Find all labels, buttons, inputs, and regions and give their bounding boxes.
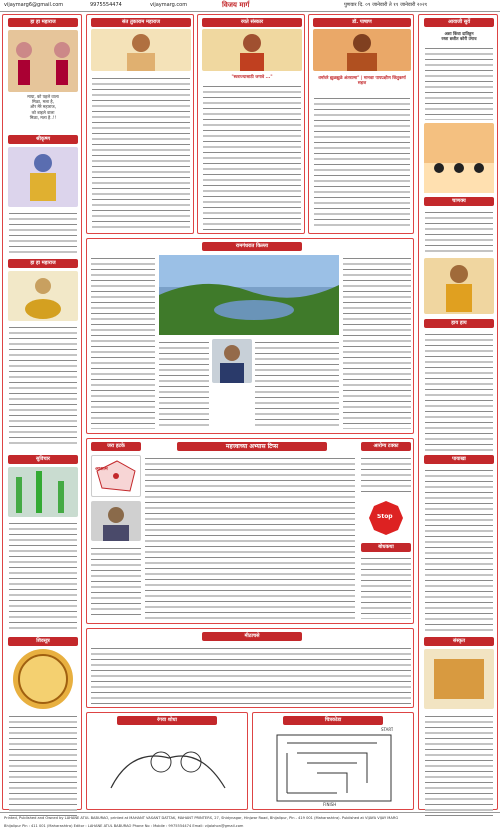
right-text-5 [425, 713, 493, 818]
chanakya-text [425, 209, 493, 255]
left-column [2, 14, 82, 810]
maze-panel [252, 712, 414, 810]
right-title-4: पायाखा [424, 455, 494, 464]
left-title-5: शिवसूत्र [8, 637, 78, 646]
date-text: पुणवार दि. ०९ जानेवारी ते ११ जानेवारी २०२१ [344, 2, 428, 8]
shivaji-image [202, 29, 302, 71]
footer-line-1: Printed, Published and Owned by LAHANE ATUL BABURAO, printed at MAHANT VASANT DATTAK, MAHANT PRINTERS, 27, Shidynagar, Hinjwar Road, Bhijalipur, Pin - 419 001 (Maharashtra). Published at VIJAYA VIJAY MARG [4, 816, 399, 820]
maze-finish: FINISH [323, 802, 337, 807]
box2-title: रयते संस्कार [202, 18, 302, 27]
masthead-title: विजय मार्ग [222, 1, 250, 9]
tiger-drawing[interactable] [91, 728, 245, 806]
tips-right-text [361, 455, 411, 495]
tips-text [145, 455, 355, 619]
tag-left: जरा हटके [91, 442, 141, 451]
stop-label: Stop [377, 514, 393, 520]
left-sub-line: मिळा, मला है, [32, 99, 54, 105]
center-box-1 [86, 14, 194, 234]
maze-start: START [381, 727, 394, 732]
center-box-2 [197, 14, 305, 234]
site-text: vijaymarg.com [150, 2, 188, 8]
krishna-text [9, 210, 77, 254]
left-sub-line: माया, को पहले वाला [27, 94, 59, 99]
mini-title: मीठाचसे [202, 632, 302, 641]
drawing-title: रंगवा शोधा [117, 716, 217, 725]
phone-text: 9975554474 [90, 2, 122, 8]
right-text-1 [425, 45, 493, 120]
box2-text [203, 83, 301, 230]
box3-title: डॉ. पाषाण [313, 18, 411, 27]
quote-2: धर्मावरे झुळझुळे अंतरात्मा" | मानवाः पापप्रक्षीण किंतुकर्मा सहज [318, 75, 406, 86]
right-quote-line: अशा किंवा दातिहून [444, 31, 474, 36]
buddha-image [8, 271, 78, 321]
person-image [91, 501, 141, 541]
tips-left-text [91, 545, 141, 619]
suvichar-text [9, 520, 77, 630]
right-quote-line: रस्ता छतीत कोरी उगाव [441, 36, 477, 42]
tukaram-image [91, 29, 191, 71]
dancers-image [8, 30, 78, 92]
mini-text [91, 645, 411, 705]
box1-title: संत तुकाराम महाराज [91, 18, 191, 27]
bokuda-label: बोधकथा [361, 543, 411, 552]
left-sub-line: और मेरे महाराज, [30, 104, 56, 110]
left-sub-line: मिळा, मला है..!! [29, 114, 57, 120]
center-box-3 [308, 14, 414, 234]
feature-text-left [91, 255, 155, 429]
left-title-4: सुविचार [8, 455, 78, 464]
feature-panel [86, 238, 414, 434]
author-photo [212, 339, 252, 383]
left-sub-block [9, 94, 77, 120]
map-image [91, 455, 141, 497]
maze-grid[interactable] [257, 733, 411, 803]
quote-1: "स्वराज्यासाठी जगावे ..." [231, 74, 273, 79]
krishna-image [8, 147, 78, 207]
chanakya-image [424, 258, 494, 314]
mini-panel [86, 628, 414, 708]
shivaji-seal-image [13, 649, 73, 709]
left-title-3: हा हा महाराज [8, 259, 78, 268]
feature-text-mid-2 [255, 339, 339, 429]
left-sub-line: को बाहले वाला [31, 109, 55, 115]
tips-title: महत्त्वाच्या अभ्यास टिप्स [177, 442, 327, 451]
sanskrit-image [424, 649, 494, 709]
tag-right: आरोग्य टक्का [361, 442, 411, 451]
right-title-1: आवाजी सुर्वे [424, 18, 494, 27]
box1-text [92, 75, 190, 230]
nature-image [8, 467, 78, 517]
right-text-3 [425, 331, 493, 451]
right-text-4 [425, 467, 493, 633]
footer-line-2: Bhijalipur Pin : 411 001 (Maharashtra) Editor : LAHANE ATUL BABURAO Phone No : Mobile : 9975554474 Email: vijalahon@gmail.com [4, 824, 244, 828]
fort-landscape-image [159, 255, 339, 335]
buddha-text [9, 324, 77, 444]
box3-text [314, 95, 410, 230]
right-title-2: चाणक्य [424, 197, 494, 206]
right-title-3: हाय हाय [424, 319, 494, 328]
left-title-2: श्रीकृष्ण [8, 135, 78, 144]
drawing-panel [86, 712, 248, 810]
shivsutra-text [9, 713, 77, 818]
map-label: आसाम [95, 467, 108, 472]
silhouette-image [424, 123, 494, 193]
center-column [86, 14, 414, 810]
bokuda-text [361, 555, 411, 619]
right-column [418, 14, 498, 810]
right-title-5: संस्कृत [424, 637, 494, 646]
maze-title: चित्रकोडा [283, 716, 383, 725]
tips-panel [86, 438, 414, 624]
masthead-bar [0, 0, 500, 12]
stop-image [361, 499, 411, 539]
left-title-1: हा हा महाराज [8, 18, 78, 27]
footer [0, 812, 500, 836]
feature-text-mid-1 [159, 339, 209, 429]
feature-text-right [343, 255, 411, 429]
right-quote [425, 31, 493, 41]
figure-image [313, 29, 411, 71]
feature-title: रामगंधरात किल्ला [202, 242, 302, 251]
email-text: vijaymarg6@gmail.com [4, 2, 64, 8]
